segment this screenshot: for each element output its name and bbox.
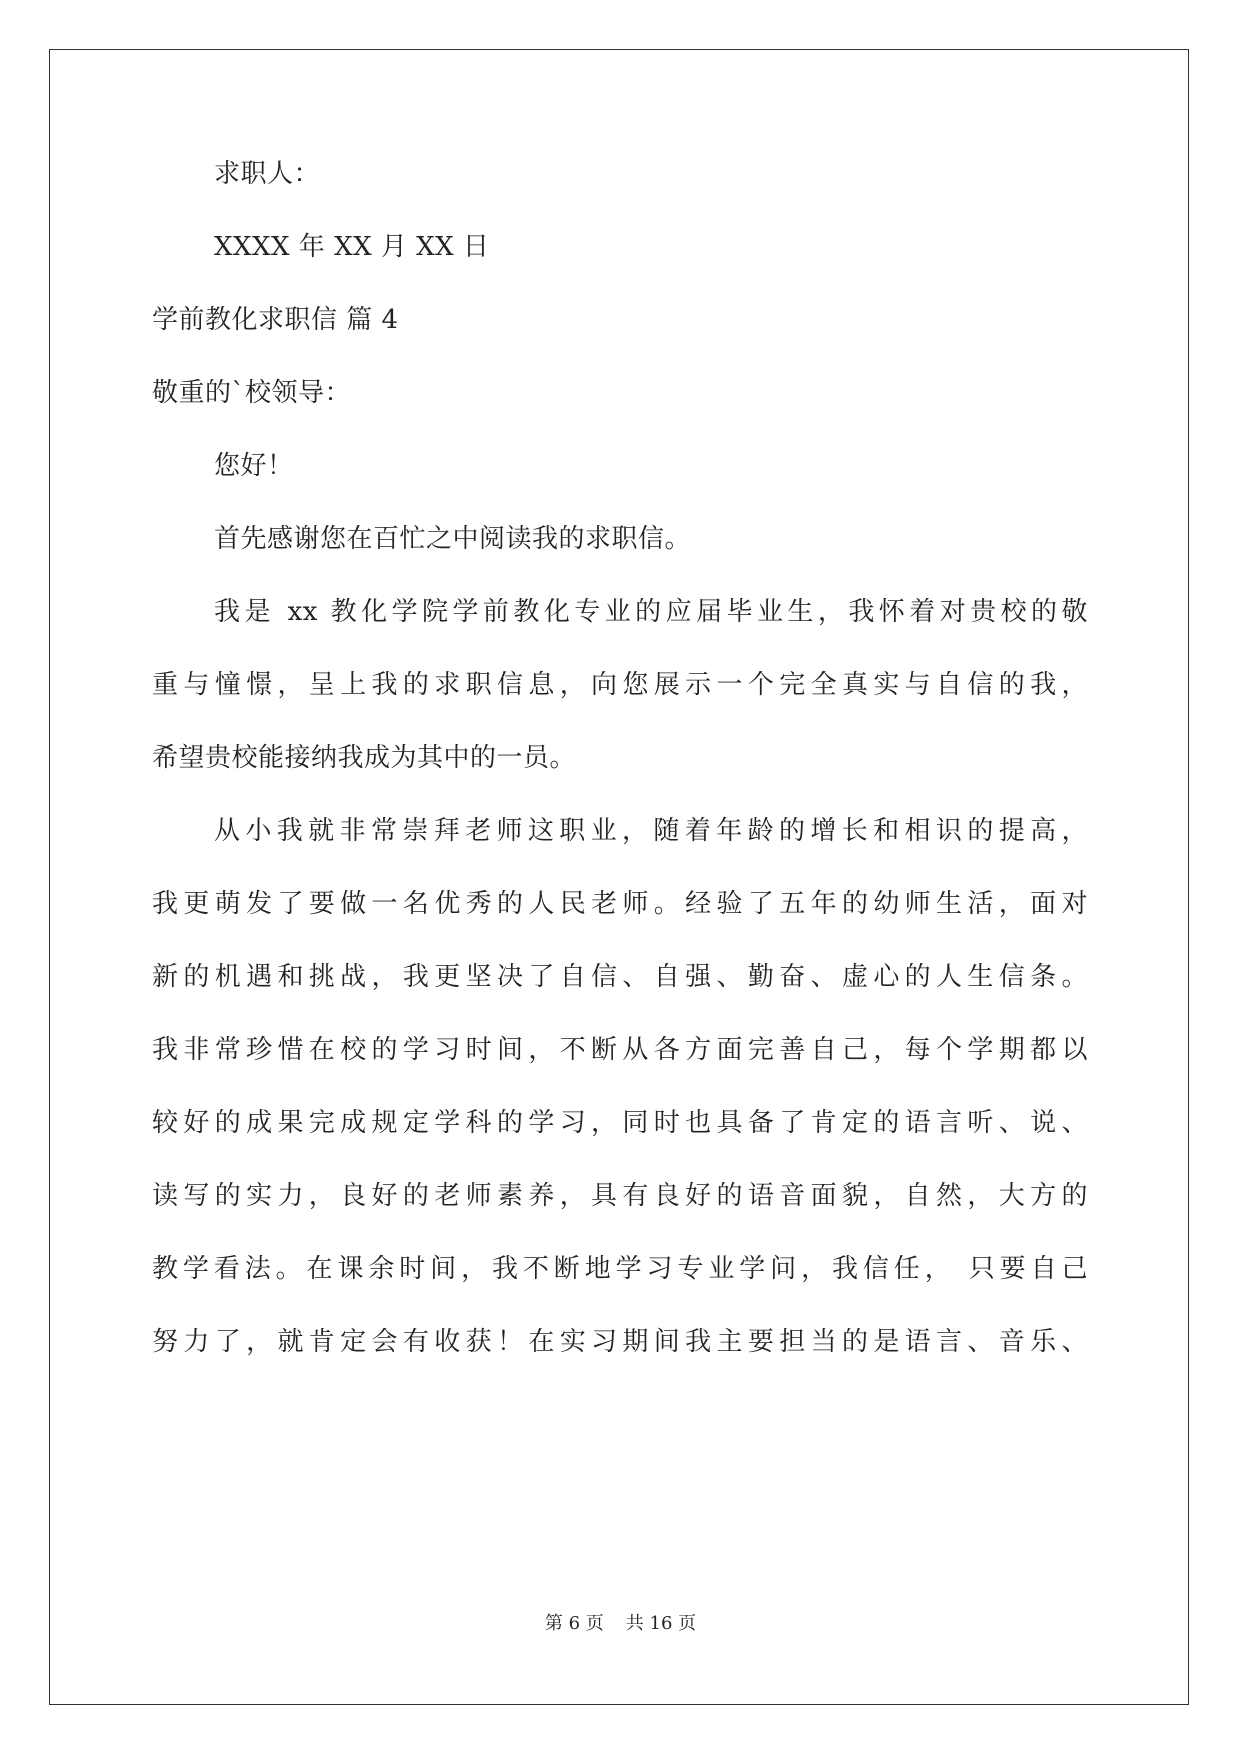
paragraph-body-line-8: 努力了，就肯定会有收获！在实习期间我主要担当的是语言、音乐、 <box>152 1327 1088 1357</box>
paragraph-body-line-2: 我更萌发了要做一名优秀的人民老师。经验了五年的幼师生活，面对 <box>152 889 1088 919</box>
page-total: 共 16 页 <box>625 1613 697 1634</box>
page-frame <box>49 49 1189 1705</box>
paragraph-body-line-4: 我非常珍惜在校的学习时间，不断从各方面完善自己，每个学期都以 <box>152 1035 1088 1065</box>
applicant-signature-line: 求职人： <box>214 159 321 189</box>
date-line: XXXX 年 XX 月 XX 日 <box>214 232 490 262</box>
paragraph-body-line-5: 较好的成果完成规定学科的学习，同时也具备了肯定的语言听、说、 <box>152 1108 1088 1138</box>
paragraph-body-line-3: 新的机遇和挑战，我更坚决了自信、自强、勤奋、虚心的人生信条。 <box>152 962 1088 992</box>
greeting: 您好！ <box>214 451 294 481</box>
paragraph-body-line-6: 读写的实力，良好的老师素养，具有良好的语音面貌，自然，大方的 <box>152 1181 1088 1211</box>
paragraph-thanks: 首先感谢您在百忙之中阅读我的求职信。 <box>214 524 692 554</box>
page-footer <box>0 1613 1241 1635</box>
page-number: 第 6 页 <box>544 1613 604 1634</box>
paragraph-intro-line-3: 希望贵校能接纳我成为其中的一员。 <box>152 743 577 773</box>
paragraph-intro-line-2: 重与憧憬，呈上我的求职信息，向您展示一个完全真实与自信的我， <box>152 670 1088 700</box>
paragraph-body-line-7: 教学看法。在课余时间，我不断地学习专业学问，我信任， 只要自己 <box>152 1254 1088 1284</box>
section-heading: 学前教化求职信 篇 4 <box>152 305 399 335</box>
paragraph-body-line-1: 从小我就非常崇拜老师这职业，随着年龄的增长和相识的提高， <box>214 816 1088 846</box>
paragraph-intro-line-1: 我是 xx 教化学院学前教化专业的应届毕业生，我怀着对贵校的敬 <box>214 597 1088 627</box>
salutation: 敬重的`校领导： <box>152 378 352 408</box>
